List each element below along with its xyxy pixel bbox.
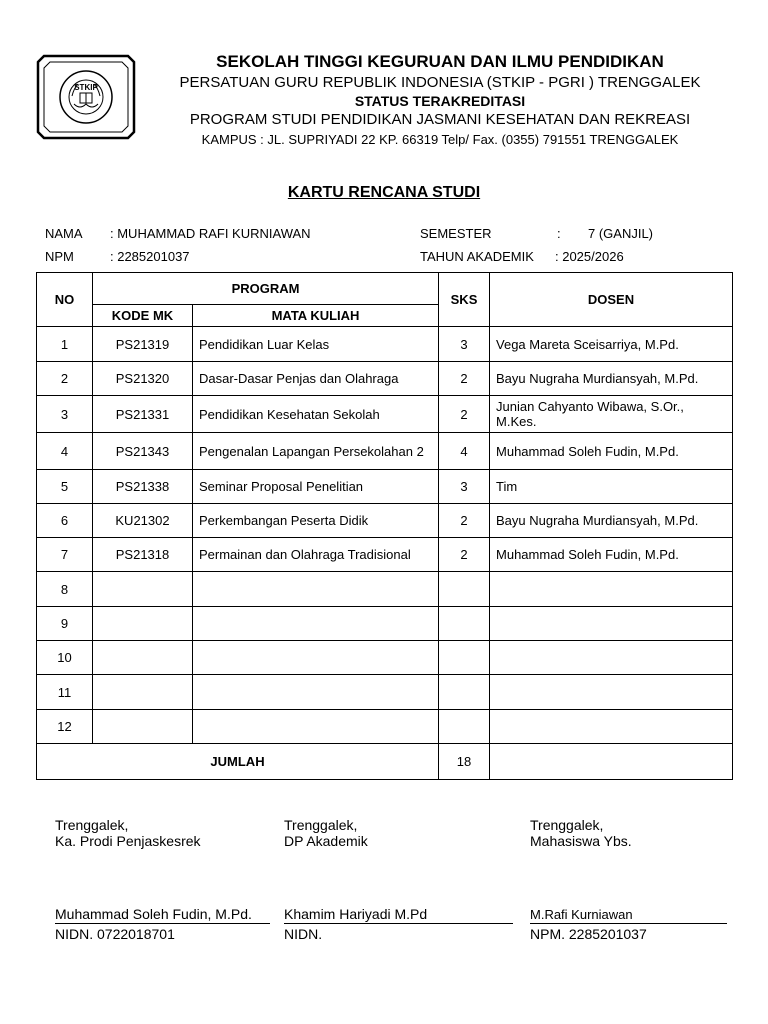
table-row [37, 433, 733, 470]
program-name: PROGRAM STUDI PENDIDIKAN JASMANI KESEHATAN DAN REKREASI [189, 111, 691, 128]
row-sks: 3 [439, 327, 490, 362]
row-no: 12 [37, 710, 93, 744]
row-kode-mk [93, 710, 193, 744]
row-kode-mk: PS21319 [93, 327, 193, 362]
campus-address: KAMPUS : JL. SUPRIYADI 22 KP. 66319 Telp/ Fax. (0355) 791551 TRENGGALEK [201, 132, 679, 147]
semester-separator: : [557, 226, 561, 241]
row-no: 5 [37, 470, 93, 504]
row-kode-mk: PS21343 [93, 433, 193, 470]
dpa-role: DP Akademik [284, 833, 368, 849]
course-table [36, 272, 733, 780]
total-sks: 18 [439, 744, 490, 780]
row-sks [439, 710, 490, 744]
table-row [37, 396, 733, 433]
row-dosen: Bayu Nugraha Murdiansyah, M.Pd. [490, 362, 733, 396]
row-sks: 2 [439, 362, 490, 396]
row-mata-kuliah: Permainan dan Olahraga Tradisional [193, 538, 439, 572]
kaprodi-nidn: NIDN. 0722018701 [55, 926, 175, 942]
row-mata-kuliah [193, 607, 439, 641]
mahasiswa-signature-line [530, 923, 727, 924]
header-mata-kuliah: MATA KULIAH [193, 305, 439, 327]
row-dosen [490, 710, 733, 744]
row-sks: 4 [439, 433, 490, 470]
kaprodi-name: Muhammad Soleh Fudin, M.Pd. [55, 906, 252, 922]
tahun-akademik-value: : 2025/2026 [555, 249, 624, 264]
row-mata-kuliah [193, 710, 439, 744]
row-mata-kuliah: Dasar-Dasar Penjas dan Olahraga [193, 362, 439, 396]
header-kode-mk: KODE MK [93, 305, 193, 327]
row-kode-mk [93, 675, 193, 710]
table-row [37, 607, 733, 641]
row-mata-kuliah [193, 641, 439, 675]
row-sks [439, 572, 490, 607]
row-dosen: Bayu Nugraha Murdiansyah, M.Pd. [490, 504, 733, 538]
kaprodi-signature-line [55, 923, 270, 924]
dpa-place: Trenggalek, [284, 817, 358, 833]
table-row [37, 362, 733, 396]
row-kode-mk [93, 572, 193, 607]
mahasiswa-npm: NPM. 2285201037 [530, 926, 647, 942]
row-no: 10 [37, 641, 93, 675]
header-program: PROGRAM [93, 273, 439, 305]
row-kode-mk [93, 641, 193, 675]
total-dosen-empty [490, 744, 733, 780]
row-no: 8 [37, 572, 93, 607]
row-dosen: Junian Cahyanto Wibawa, S.Or., M.Kes. [490, 396, 733, 433]
row-sks [439, 675, 490, 710]
row-no: 4 [37, 433, 93, 470]
row-kode-mk [93, 607, 193, 641]
row-no: 3 [37, 396, 93, 433]
dpa-nidn: NIDN. [284, 926, 323, 942]
nama-value: : MUHAMMAD RAFI KURNIAWAN [110, 226, 311, 241]
row-sks [439, 641, 490, 675]
accreditation-status: STATUS TERAKREDITASI [354, 93, 526, 109]
row-kode-mk: PS21320 [93, 362, 193, 396]
row-mata-kuliah [193, 675, 439, 710]
svg-text:STKIP: STKIP [74, 83, 98, 92]
table-row [37, 327, 733, 362]
npm-value: : 2285201037 [110, 249, 190, 264]
row-dosen: Muhammad Soleh Fudin, M.Pd. [490, 538, 733, 572]
semester-value: 7 (GANJIL) [588, 226, 654, 241]
row-sks: 3 [439, 470, 490, 504]
row-mata-kuliah: Pengenalan Lapangan Persekolahan 2 [193, 433, 439, 470]
row-sks: 2 [439, 396, 490, 433]
header-no: NO [37, 273, 93, 327]
row-no: 7 [37, 538, 93, 572]
row-no: 2 [37, 362, 93, 396]
table-row [37, 675, 733, 710]
row-mata-kuliah: Pendidikan Kesehatan Sekolah [193, 396, 439, 433]
header-sks: SKS [439, 273, 490, 327]
kaprodi-role: Ka. Prodi Penjaskesrek [55, 833, 201, 849]
table-row [37, 641, 733, 675]
table-row [37, 470, 733, 504]
row-mata-kuliah: Perkembangan Peserta Didik [193, 504, 439, 538]
row-dosen [490, 572, 733, 607]
row-dosen: Tim [490, 470, 733, 504]
row-kode-mk: PS21318 [93, 538, 193, 572]
row-mata-kuliah: Seminar Proposal Penelitian [193, 470, 439, 504]
row-kode-mk: KU21302 [93, 504, 193, 538]
nama-label: NAMA [45, 226, 83, 241]
npm-label: NPM [45, 249, 74, 264]
row-no: 1 [37, 327, 93, 362]
institution-name: SEKOLAH TINGGI KEGURUAN DAN ILMU PENDIDIKAN [216, 52, 664, 71]
stkip-logo [36, 52, 136, 142]
row-dosen: Muhammad Soleh Fudin, M.Pd. [490, 433, 733, 470]
kaprodi-place: Trenggalek, [55, 817, 129, 833]
row-sks [439, 607, 490, 641]
header-dosen: DOSEN [490, 273, 733, 327]
row-dosen [490, 675, 733, 710]
row-kode-mk: PS21338 [93, 470, 193, 504]
row-mata-kuliah [193, 572, 439, 607]
mahasiswa-role: Mahasiswa Ybs. [530, 833, 632, 849]
row-kode-mk: PS21331 [93, 396, 193, 433]
row-no: 6 [37, 504, 93, 538]
dpa-name: Khamim Hariyadi M.Pd [284, 906, 428, 922]
row-dosen [490, 641, 733, 675]
table-row [37, 572, 733, 607]
mahasiswa-name: M.Rafi Kurniawan [530, 907, 633, 922]
total-label: JUMLAH [37, 744, 439, 780]
organization-name: PERSATUAN GURU REPUBLIK INDONESIA (STKIP - PGRI ) TRENGGALEK [179, 74, 701, 91]
row-dosen: Vega Mareta Sceisarriya, M.Pd. [490, 327, 733, 362]
mahasiswa-place: Trenggalek, [530, 817, 604, 833]
dpa-signature-line [284, 923, 513, 924]
row-mata-kuliah: Pendidikan Luar Kelas [193, 327, 439, 362]
semester-label: SEMESTER [420, 226, 492, 241]
tahun-akademik-label: TAHUN AKADEMIK [420, 249, 534, 264]
row-no: 9 [37, 607, 93, 641]
table-row [37, 710, 733, 744]
document-title: KARTU RENCANA STUDI [287, 184, 481, 201]
row-sks: 2 [439, 504, 490, 538]
row-sks: 2 [439, 538, 490, 572]
row-dosen [490, 607, 733, 641]
table-row [37, 504, 733, 538]
table-row [37, 538, 733, 572]
row-no: 11 [37, 675, 93, 710]
